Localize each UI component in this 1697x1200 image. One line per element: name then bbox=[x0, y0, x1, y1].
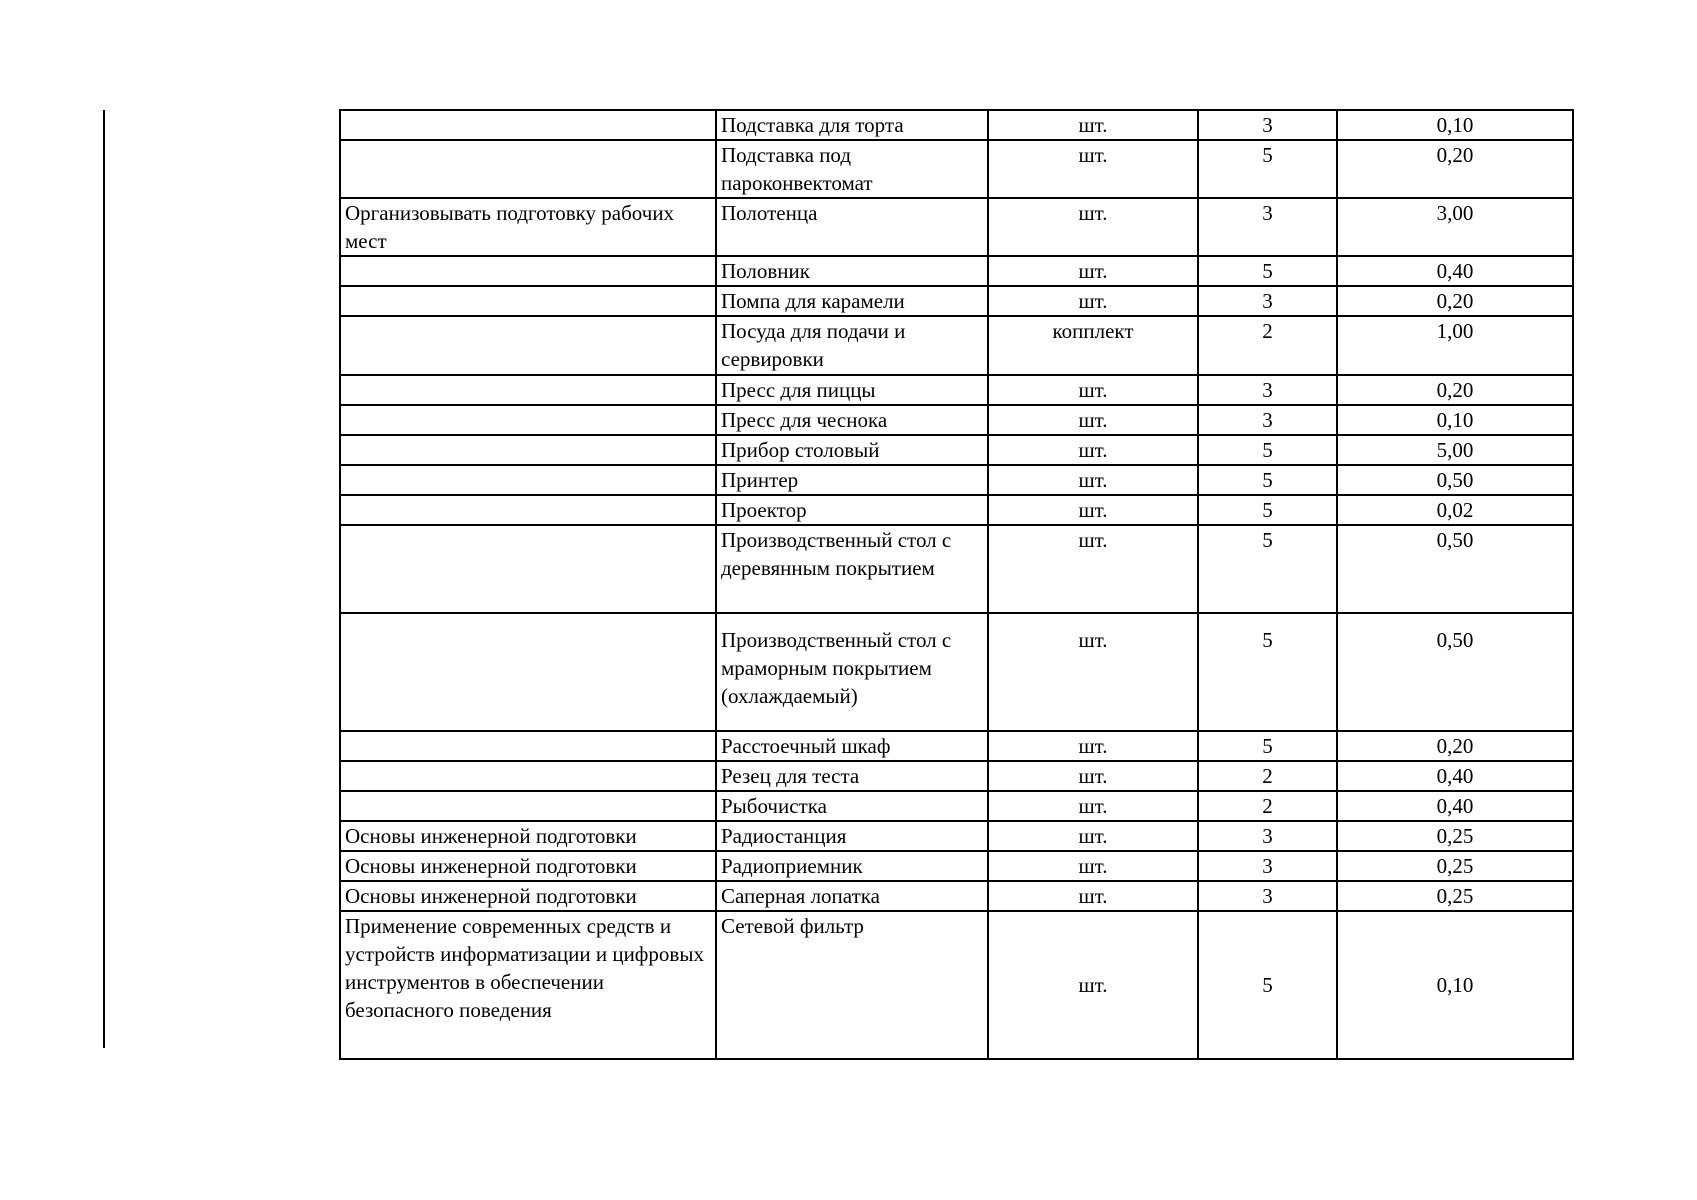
table-row bbox=[340, 256, 1573, 286]
discipline-cell bbox=[340, 525, 716, 613]
value-cell: 0,25 bbox=[1337, 821, 1573, 851]
discipline-cell bbox=[340, 465, 716, 495]
discipline-cell bbox=[340, 761, 716, 791]
table-row bbox=[340, 140, 1573, 198]
value-cell: 0,40 bbox=[1337, 791, 1573, 821]
value-cell: 5,00 bbox=[1337, 435, 1573, 465]
table-row bbox=[340, 435, 1573, 465]
unit-cell: шт. bbox=[988, 198, 1198, 256]
table-row bbox=[340, 761, 1573, 791]
discipline-cell bbox=[340, 435, 716, 465]
table-row bbox=[340, 375, 1573, 405]
discipline-cell bbox=[340, 791, 716, 821]
quantity-cell: 3 bbox=[1198, 405, 1337, 435]
discipline-cell bbox=[340, 256, 716, 286]
item-cell: Сетевой фильтр bbox=[716, 911, 988, 1059]
value-cell: 0,02 bbox=[1337, 495, 1573, 525]
unit-cell: шт. bbox=[988, 791, 1198, 821]
value-cell: 0,20 bbox=[1337, 375, 1573, 405]
value-cell: 0,10 bbox=[1337, 911, 1573, 1059]
discipline-cell: Организовывать подготовку рабочих мест bbox=[340, 198, 716, 256]
table-row bbox=[340, 851, 1573, 881]
quantity-cell: 2 bbox=[1198, 761, 1337, 791]
unit-cell: шт. bbox=[988, 525, 1198, 613]
value-cell: 0,40 bbox=[1337, 256, 1573, 286]
value-cell: 0,20 bbox=[1337, 286, 1573, 316]
unit-cell: шт. bbox=[988, 435, 1198, 465]
quantity-cell: 3 bbox=[1198, 375, 1337, 405]
item-cell: Производственный стол с деревянным покрытием bbox=[716, 525, 988, 613]
quantity-cell: 2 bbox=[1198, 791, 1337, 821]
quantity-cell: 5 bbox=[1198, 495, 1337, 525]
quantity-cell: 5 bbox=[1198, 525, 1337, 613]
value-cell: 0,20 bbox=[1337, 731, 1573, 761]
value-cell: 0,50 bbox=[1337, 613, 1573, 731]
unit-cell: шт. bbox=[988, 286, 1198, 316]
item-cell: Подставка для торта bbox=[716, 110, 988, 140]
value-cell: 0,25 bbox=[1337, 851, 1573, 881]
item-cell: Радиоприемник bbox=[716, 851, 988, 881]
item-cell: Помпа для карамели bbox=[716, 286, 988, 316]
item-cell: Половник bbox=[716, 256, 988, 286]
item-cell: Расстоечный шкаф bbox=[716, 731, 988, 761]
discipline-cell: Основы инженерной подготовки bbox=[340, 881, 716, 911]
unit-cell: шт. bbox=[988, 731, 1198, 761]
discipline-cell bbox=[340, 110, 716, 140]
item-cell: Полотенца bbox=[716, 198, 988, 256]
unit-cell: копплект bbox=[988, 316, 1198, 375]
quantity-cell: 5 bbox=[1198, 731, 1337, 761]
page-margin-line bbox=[103, 110, 105, 1048]
item-cell: Проектор bbox=[716, 495, 988, 525]
table-row bbox=[340, 316, 1573, 375]
quantity-cell: 3 bbox=[1198, 851, 1337, 881]
discipline-cell bbox=[340, 731, 716, 761]
quantity-cell: 3 bbox=[1198, 881, 1337, 911]
value-cell: 0,20 bbox=[1337, 140, 1573, 198]
unit-cell: шт. bbox=[988, 405, 1198, 435]
table-row bbox=[340, 198, 1573, 256]
discipline-cell bbox=[340, 140, 716, 198]
quantity-cell: 3 bbox=[1198, 198, 1337, 256]
value-cell: 0,25 bbox=[1337, 881, 1573, 911]
unit-cell: шт. bbox=[988, 851, 1198, 881]
quantity-cell: 5 bbox=[1198, 140, 1337, 198]
table-row bbox=[340, 791, 1573, 821]
value-cell: 0,50 bbox=[1337, 465, 1573, 495]
value-cell: 0,10 bbox=[1337, 405, 1573, 435]
item-cell: Резец для теста bbox=[716, 761, 988, 791]
value-cell: 0,50 bbox=[1337, 525, 1573, 613]
item-cell: Подставка под пароконвектомат bbox=[716, 140, 988, 198]
unit-cell: шт. bbox=[988, 821, 1198, 851]
discipline-cell: Применение современных средств и устройств информатизации и цифровых инструментов в обеспечении безопасного поведения bbox=[340, 911, 716, 1059]
unit-cell: шт. bbox=[988, 465, 1198, 495]
unit-cell: шт. bbox=[988, 761, 1198, 791]
value-cell: 3,00 bbox=[1337, 198, 1573, 256]
equipment-table bbox=[339, 109, 1574, 1060]
quantity-cell: 5 bbox=[1198, 435, 1337, 465]
table-row bbox=[340, 731, 1573, 761]
quantity-cell: 5 bbox=[1198, 613, 1337, 731]
unit-cell: шт. bbox=[988, 911, 1198, 1059]
discipline-cell: Основы инженерной подготовки bbox=[340, 821, 716, 851]
item-cell: Прибор столовый bbox=[716, 435, 988, 465]
unit-cell: шт. bbox=[988, 495, 1198, 525]
unit-cell: шт. bbox=[988, 881, 1198, 911]
table-row bbox=[340, 613, 1573, 731]
quantity-cell: 5 bbox=[1198, 256, 1337, 286]
discipline-cell: Основы инженерной подготовки bbox=[340, 851, 716, 881]
discipline-cell bbox=[340, 613, 716, 731]
unit-cell: шт. bbox=[988, 613, 1198, 731]
table-row bbox=[340, 286, 1573, 316]
quantity-cell: 2 bbox=[1198, 316, 1337, 375]
quantity-cell: 3 bbox=[1198, 821, 1337, 851]
table-row bbox=[340, 465, 1573, 495]
quantity-cell: 5 bbox=[1198, 465, 1337, 495]
discipline-cell bbox=[340, 405, 716, 435]
item-cell: Саперная лопатка bbox=[716, 881, 988, 911]
value-cell: 0,10 bbox=[1337, 110, 1573, 140]
quantity-cell: 3 bbox=[1198, 110, 1337, 140]
discipline-cell bbox=[340, 375, 716, 405]
table-row bbox=[340, 405, 1573, 435]
equipment-table-body bbox=[340, 110, 1573, 1059]
item-cell: Радиостанция bbox=[716, 821, 988, 851]
table-row bbox=[340, 110, 1573, 140]
item-cell: Производственный стол с мраморным покрытием (охлаждаемый) bbox=[716, 613, 988, 731]
value-cell: 0,40 bbox=[1337, 761, 1573, 791]
unit-cell: шт. bbox=[988, 375, 1198, 405]
item-cell: Пресс для чеснока bbox=[716, 405, 988, 435]
table-row bbox=[340, 495, 1573, 525]
item-cell: Рыбочистка bbox=[716, 791, 988, 821]
unit-cell: шт. bbox=[988, 140, 1198, 198]
table-row bbox=[340, 525, 1573, 613]
quantity-cell: 5 bbox=[1198, 911, 1337, 1059]
table-row bbox=[340, 821, 1573, 851]
unit-cell: шт. bbox=[988, 256, 1198, 286]
unit-cell: шт. bbox=[988, 110, 1198, 140]
table-row bbox=[340, 881, 1573, 911]
item-cell: Посуда для подачи и сервировки bbox=[716, 316, 988, 375]
discipline-cell bbox=[340, 286, 716, 316]
item-cell: Принтер bbox=[716, 465, 988, 495]
quantity-cell: 3 bbox=[1198, 286, 1337, 316]
discipline-cell bbox=[340, 316, 716, 375]
value-cell: 1,00 bbox=[1337, 316, 1573, 375]
discipline-cell bbox=[340, 495, 716, 525]
table-row bbox=[340, 911, 1573, 1059]
item-cell: Пресс для пиццы bbox=[716, 375, 988, 405]
